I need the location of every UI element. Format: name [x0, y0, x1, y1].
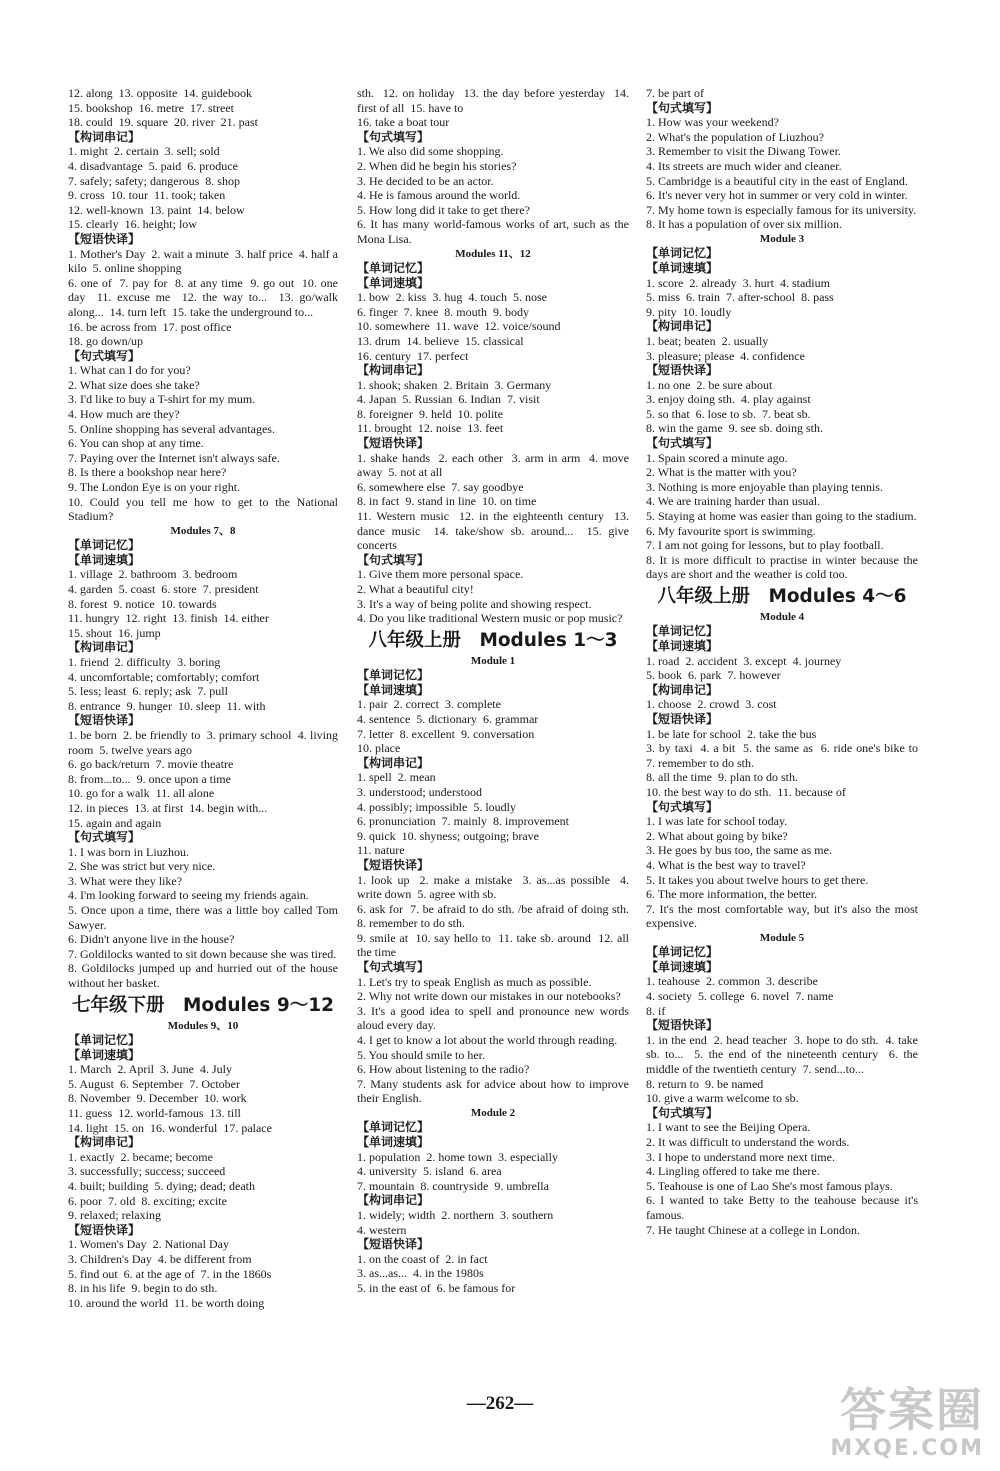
- section-heading: 【单词速填】: [357, 682, 430, 697]
- section-heading: 【单词速填】: [68, 552, 141, 567]
- module-heading: Modules 9、10: [167, 1019, 239, 1032]
- answer-line: 5. It takes you about twelve hours to get there.: [646, 872, 869, 887]
- answer-line: 1. spell 2. mean: [357, 770, 436, 785]
- answer-line: 12. well-known 13. paint 14. below: [68, 202, 245, 217]
- section-heading: 【单词速填】: [646, 959, 719, 974]
- section-heading: 【单词记忆】: [646, 246, 719, 261]
- section-heading: 【单词速填】: [357, 1135, 430, 1149]
- section-heading: 【单词速填】: [646, 260, 719, 275]
- answer-line: 8. foreigner 9. held 10. polite: [357, 406, 503, 421]
- answer-line: 7. It's the most comfortable way, but it's also the most expensive.: [646, 901, 921, 931]
- section-heading: 【构词串记】: [357, 1193, 430, 1208]
- answer-line: 1. teahouse 2. common 3. describe: [646, 974, 818, 989]
- answer-line: 12. in pieces 13. at first 14. begin with...: [68, 800, 268, 815]
- answer-line: 2. When did he begin his stories?: [357, 158, 517, 173]
- answer-line: 3. What were they like?: [68, 873, 183, 888]
- answer-line: 6. How about listening to the radio?: [357, 1062, 530, 1077]
- section-heading: 【构词串记】: [357, 755, 430, 770]
- answer-line: 6. poor 7. old 8. exciting; excite: [68, 1193, 227, 1208]
- answer-line: 9. relaxed; relaxing: [68, 1208, 161, 1223]
- answer-line: 4. possibly; impossible 5. loudly: [357, 799, 517, 814]
- answer-line: 4. garden 5. coast 6. store 7. president: [68, 582, 259, 596]
- answer-line: 10. somewhere 11. wave 12. voice/sound: [357, 319, 561, 334]
- answer-line: 5. in the east of 6. be famous for: [357, 1280, 516, 1295]
- answer-line: 7. letter 8. excellent 9. conversation: [357, 726, 535, 741]
- answer-line: 12. along 13. opposite 14. guidebook: [68, 86, 252, 100]
- answer-line: 3. enjoy doing sth. 4. play against: [646, 392, 811, 407]
- watermark-logo-text: 答案圈: [840, 1383, 984, 1437]
- answer-line: 8. if: [646, 1003, 666, 1018]
- answer-line: 7. He taught Chinese at a college in London.: [646, 1222, 860, 1237]
- answer-column-middle: [357, 86, 635, 1296]
- answer-line: 4. Its streets are much wider and cleaner.: [646, 158, 842, 173]
- answer-line: 1. friend 2. difficulty 3. boring: [68, 654, 221, 669]
- answer-line: 4. Do you like traditional Western music or pop music?: [357, 611, 623, 626]
- answer-line: 5. less; least 6. reply; ask 7. pull: [68, 684, 228, 699]
- answer-line: 1. beat; beaten 2. usually: [646, 333, 769, 348]
- section-heading: 【构词串记】: [68, 129, 141, 144]
- answer-line: 8. entrance 9. hunger 10. sleep 11. with: [68, 698, 266, 713]
- volume-heading: 七年级下册 Modules 9～12: [72, 994, 334, 1016]
- section-heading: 【句式填写】: [357, 552, 430, 567]
- answer-line: 6. The more information, the better.: [646, 887, 818, 902]
- answer-line: 1. score 2. already 3. hurt 4. stadium: [646, 275, 830, 290]
- answer-line: 8. Goldilocks jumped up and hurried out of the house without her basket.: [68, 961, 341, 991]
- answer-line: 4. We are training harder than usual.: [646, 494, 821, 509]
- module-heading: Module 3: [759, 232, 805, 245]
- answer-line: 11. guess 12. world-famous 13. till: [68, 1106, 241, 1120]
- answer-line: 7. safely; safety; dangerous 8. shop: [68, 173, 240, 188]
- answer-line: 8. forest 9. notice 10. towards: [68, 596, 217, 611]
- answer-line: 8. November 9. December 10. work: [68, 1091, 247, 1106]
- answer-line: 5. You should smile to her.: [357, 1047, 486, 1062]
- answer-line: 2. What size does she take?: [68, 377, 200, 392]
- answer-line: 1. I was born in Liuzhou.: [68, 844, 189, 859]
- answer-line: 9. cross 10. tour 11. took; taken: [68, 188, 226, 203]
- answer-line: 16. take a boat tour: [357, 115, 450, 130]
- answer-line: 16. century 17. perfect: [357, 348, 469, 363]
- module-heading: Modules 7、8: [170, 524, 236, 537]
- answer-line: 3. by taxi 4. a bit 5. the same as 6. ride one's bike to 7. remember to do sth.: [646, 741, 924, 770]
- module-heading: Module 2: [470, 1107, 516, 1119]
- section-heading: 【短语快译】: [68, 1222, 141, 1237]
- section-heading: 【单词记忆】: [357, 1120, 430, 1135]
- section-heading: 【单词速填】: [68, 1047, 141, 1062]
- answer-line: 3. as...as... 4. in the 1980s: [357, 1266, 484, 1281]
- answer-line: 10. give a warm welcome to sb.: [646, 1091, 799, 1106]
- answer-line: 3. It's a way of being polite and showing respect.: [357, 596, 592, 611]
- answer-line: 1. shake hands 2. each other 3. arm in arm 4. move away 5. not at all: [357, 450, 632, 480]
- section-heading: 【构词串记】: [646, 319, 719, 334]
- answer-line: 5. so that 6. lose to sb. 7. beat sb.: [646, 406, 811, 421]
- volume-heading: 八年级上册 Modules 4～6: [657, 586, 907, 607]
- answer-line: 1. population 2. home town 3. especially: [357, 1149, 558, 1164]
- answer-line: 7. Goldilocks wanted to sit down because she was tired.: [68, 946, 337, 961]
- answer-line: 1. widely; width 2. northern 3. southern: [357, 1207, 554, 1222]
- answer-line: 1. How was your weekend?: [646, 115, 779, 130]
- answer-line: 1. choose 2. crowd 3. cost: [646, 697, 777, 712]
- answer-line: 1. might 2. certain 3. sell; sold: [68, 144, 220, 159]
- answer-line: 1. road 2. accident 3. except 4. journey: [646, 653, 842, 668]
- answer-line: 1. bow 2. kiss 3. hug 4. touch 5. nose: [357, 290, 547, 305]
- answer-line: 10. go for a walk 11. all alone: [68, 786, 215, 801]
- answer-line: 5. Cambridge is a beautiful city in the east of England.: [646, 173, 908, 188]
- answer-line: 6. finger 7. knee 8. mouth 9. body: [357, 304, 529, 319]
- answer-line: 2. What about going by bike?: [646, 828, 788, 843]
- answer-line: 3. Nothing is more enjoyable than playing tennis.: [646, 479, 883, 494]
- answer-line: 6. My favourite sport is swimming.: [646, 523, 816, 538]
- section-heading: 【短语快译】: [646, 711, 719, 726]
- answer-line: 1. be born 2. be friendly to 3. primary school 4. living room 5. twelve years ago: [68, 727, 341, 757]
- answer-line: 2. What's the population of Liuzhou?: [646, 129, 824, 144]
- section-heading: 【单词记忆】: [68, 538, 141, 553]
- answer-line: 4. sentence 5. dictionary 6. grammar: [357, 711, 539, 726]
- section-heading: 【构词串记】: [357, 363, 430, 378]
- section-heading: 【句式填写】: [646, 100, 719, 115]
- answer-line: 7. be part of: [646, 86, 704, 100]
- section-heading: 【单词记忆】: [357, 260, 430, 275]
- answer-line: 9. pity 10. loudly: [646, 304, 732, 319]
- answer-line: 4. Lingling offered to take me there.: [646, 1164, 820, 1179]
- section-heading: 【句式填写】: [646, 436, 719, 451]
- section-heading: 【短语快译】: [357, 857, 430, 872]
- answer-line: 15. clearly 16. height; low: [68, 217, 197, 232]
- section-heading: 【句式填写】: [357, 129, 430, 144]
- answer-line: 8. from...to... 9. once upon a time: [68, 771, 231, 786]
- section-heading: 【单词记忆】: [357, 668, 430, 683]
- section-heading: 【句式填写】: [646, 1105, 719, 1120]
- answer-line: 13. drum 14. believe 15. classical: [357, 333, 524, 348]
- answer-line: 4. What is the best way to travel?: [646, 857, 806, 872]
- section-heading: 【单词记忆】: [646, 624, 719, 639]
- answer-line: 6. It's never very hot in summer or very cold in winter.: [646, 188, 908, 203]
- answer-line: 1. What can I do for you?: [68, 363, 191, 378]
- answer-line: 1. pair 2. correct 3. complete: [357, 697, 501, 712]
- section-heading: 【构词串记】: [646, 682, 719, 697]
- volume-heading: 八年级上册 Modules 1～3: [368, 629, 618, 651]
- answer-line: 10. around the world 11. be worth doing: [68, 1295, 265, 1310]
- answer-line: 9. quick 10. shyness; outgoing; brave: [357, 828, 539, 843]
- answer-line: 6. somewhere else 7. say goodbye: [357, 479, 524, 494]
- section-heading: 【句式填写】: [357, 960, 430, 975]
- answer-line: 4. Japan 5. Russian 6. Indian 7. visit: [357, 392, 540, 407]
- section-heading: 【短语快译】: [646, 363, 719, 378]
- module-heading: Modules 11、12: [455, 247, 531, 260]
- answer-line: 6. You can shop at any time.: [68, 436, 204, 451]
- answer-line: 7. mountain 8. countryside 9. umbrella: [357, 1178, 549, 1193]
- answer-line: 11. Western music 12. in the eighteenth century 13. dance music 14. take/show sb. around... 15. give concerts: [357, 509, 632, 553]
- watermark-url: MXQE.COM: [830, 1436, 984, 1461]
- answer-line: 5. Online shopping has several advantages.: [68, 421, 275, 436]
- answer-line: 5. How long did it take to get there?: [357, 202, 530, 217]
- answer-line: 6. go back/return 7. movie theatre: [68, 757, 234, 772]
- section-heading: 【句式填写】: [646, 799, 719, 814]
- answer-line: 10. the best way to do sth. 11. because of: [646, 784, 846, 799]
- answer-line: 6. Didn't anyone live in the house?: [68, 932, 235, 947]
- answer-line: 8. in fact 9. stand in line 10. on time: [357, 494, 537, 509]
- answer-line: 5. August 6. September 7. October: [68, 1076, 240, 1091]
- answer-line: 6. It has many world-famous works of art, such as the Mona Lisa.: [357, 217, 632, 246]
- answer-line: 1. March 2. April 3. June 4. July: [68, 1062, 232, 1077]
- answer-line: 5. find out 6. at the age of 7. in the 1860s: [68, 1266, 272, 1281]
- answer-line: 2. What a beautiful city!: [357, 582, 474, 596]
- answer-line: 1. Let's try to speak English as much as possible.: [357, 974, 592, 989]
- section-heading: 【单词速填】: [357, 275, 430, 290]
- answer-line: 5. Teahouse is one of Lao She's most famous plays.: [646, 1178, 893, 1193]
- answer-line: 1. be late for school 2. take the bus: [646, 726, 817, 741]
- answer-line: 1. Give them more personal space.: [357, 567, 524, 582]
- section-heading: 【句式填写】: [68, 348, 141, 363]
- answer-line: 6. ask for 7. be afraid to do sth. /be afraid of doing sth. 8. remember to do sth.: [357, 901, 635, 931]
- answer-line: 4. uncomfortable; comfortably; comfort: [68, 669, 260, 684]
- answer-line: 5. book 6. park 7. however: [646, 668, 781, 683]
- section-heading: 【短语快译】: [646, 1018, 719, 1033]
- watermark: [830, 1384, 984, 1461]
- answer-line: 1. exactly 2. became; become: [68, 1149, 213, 1164]
- answer-line: 1. look up 2. make a mistake 3. as...as possible 4. write down 5. agree with sb.: [357, 872, 632, 902]
- answer-line: 10. Could you tell me how to get to the National Stadium?: [68, 494, 341, 524]
- answer-line: 7. I am not going for lessons, but to play football.: [646, 538, 884, 553]
- answer-line: 8. It is more difficult to practise in winter because the days are short and the weather is cold too.: [646, 552, 921, 582]
- page-number: —262—: [466, 1393, 534, 1414]
- answer-line: 5. miss 6. train 7. after-school 8. pass: [646, 290, 834, 305]
- module-heading: Module 5: [759, 931, 805, 944]
- answer-line: 3. pleasure; please 4. confidence: [646, 348, 805, 363]
- answer-line: 9. smile at 10. say hello to 11. take sb. around 12. all the time: [357, 930, 632, 960]
- answer-line: 1. on the coast of 2. in fact: [357, 1251, 488, 1266]
- answer-line: 7. My home town is especially famous for its university.: [646, 202, 917, 217]
- answer-line: 4. disadvantage 5. paid 6. produce: [68, 158, 238, 173]
- section-heading: 【短语快译】: [68, 231, 141, 246]
- answer-line: 4. society 5. college 6. novel 7. name: [646, 989, 834, 1004]
- answer-line: 1. Spain scored a minute ago.: [646, 450, 788, 465]
- answer-line: 3. understood; understood: [357, 784, 482, 799]
- answer-line: 3. I hope to understand more next time.: [646, 1149, 835, 1164]
- answer-line: 8. return to 9. be named: [646, 1076, 764, 1091]
- answer-column-right: [646, 86, 924, 1237]
- answer-line: 6. pronunciation 7. mainly 8. improvement: [357, 814, 569, 829]
- section-heading: 【短语快译】: [68, 713, 141, 728]
- answer-line: 1. no one 2. be sure about: [646, 377, 773, 392]
- answer-line: 8. in his life 9. begin to do sth.: [68, 1281, 218, 1296]
- answer-line: 15. again and again: [68, 815, 162, 830]
- answer-line: 11. brought 12. noise 13. feet: [357, 421, 504, 436]
- answer-line: 4. western: [357, 1222, 407, 1237]
- answer-line: 3. Children's Day 4. be different from: [68, 1251, 252, 1266]
- section-heading: 【构词串记】: [68, 1135, 141, 1150]
- answer-line: 8. Is there a bookshop near here?: [68, 465, 227, 480]
- answer-line: 1. in the end 2. head teacher 3. hope to do sth. 4. take sb. to... 5. the end of the nineteenth century 6. the middle of the twentieth century 7. send...to...: [646, 1032, 921, 1077]
- answer-line: 18. go down/up: [68, 334, 143, 349]
- answer-line: sth. 12. on holiday 13. the day before yesterday 14. first of all 15. have to: [357, 86, 632, 115]
- answer-line: 18. could 19. square 20. river 21. past: [68, 115, 258, 130]
- answer-line: 7. Many students ask for advice about how to improve their English.: [357, 1076, 632, 1106]
- answer-line: 1. shook; shaken 2. Britain 3. Germany: [357, 377, 552, 392]
- answer-line: 15. shout 16. jump: [68, 625, 161, 640]
- answer-line: 6. I wanted to take Betty to the teahouse because it's famous.: [646, 1193, 921, 1222]
- answer-line: 6. one of 7. pay for 8. at any time 9. go out 10. one day 11. excuse me 12. the way to... 13. go/walk along... 14. turn left 15. take the underground to...: [68, 275, 341, 319]
- answer-line: 3. successfully; success; succeed: [68, 1164, 226, 1179]
- answer-line: 11. hungry 12. right 13. finish 14. either: [68, 611, 269, 626]
- section-heading: 【句式填写】: [68, 830, 141, 845]
- section-heading: 【短语快译】: [357, 1237, 430, 1252]
- answer-line: 1. I was late for school today.: [646, 814, 788, 829]
- answer-line: 3. He decided to be an actor.: [357, 173, 494, 188]
- answer-line: 3. I'd like to buy a T-shirt for my mum.: [68, 392, 256, 407]
- answer-line: 10. place: [357, 741, 401, 756]
- answer-line: 8. all the time 9. plan to do sth.: [646, 770, 798, 785]
- answer-line: 1. Women's Day 2. National Day: [68, 1237, 229, 1252]
- section-heading: 【短语快译】: [357, 436, 430, 451]
- answer-line: 4. He is famous around the world.: [357, 188, 521, 203]
- answer-line: 1. I want to see the Beijing Opera.: [646, 1120, 811, 1135]
- answer-line: 3. It's a good idea to spell and pronounce new words aloud every day.: [357, 1003, 632, 1033]
- answer-line: 4. built; building 5. dying; dead; death: [68, 1178, 255, 1193]
- answer-line: 4. university 5. island 6. area: [357, 1164, 502, 1179]
- answer-line: 2. It was difficult to understand the words.: [646, 1135, 850, 1149]
- section-heading: 【单词记忆】: [646, 945, 719, 960]
- section-heading: 【单词速填】: [646, 639, 719, 653]
- answer-line: 5. Once upon a time, there was a little boy called Tom Sawyer.: [68, 903, 341, 932]
- answer-line: 3. He goes by bus too, the same as me.: [646, 843, 832, 858]
- answer-line: 7. Paying over the Internet isn't always safe.: [68, 450, 280, 465]
- answer-line: 2. Why not write down our mistakes in our notebooks?: [357, 989, 621, 1004]
- answer-line: 4. I'm looking forward to seeing my friends again.: [68, 888, 309, 903]
- answer-column-left: [68, 86, 341, 1310]
- answer-line: 4. How much are they?: [68, 407, 180, 422]
- answer-line: 14. light 15. on 16. wonderful 17. palace: [68, 1120, 272, 1135]
- module-heading: Module 1: [470, 654, 516, 667]
- answer-line: 1. village 2. bathroom 3. bedroom: [68, 567, 238, 582]
- answer-line: 8. It has a population of over six million.: [646, 217, 842, 232]
- answer-line: 1. Mother's Day 2. wait a minute 3. half price 4. half a kilo 5. online shopping: [68, 246, 341, 276]
- answer-line: 15. bookshop 16. metre 17. street: [68, 100, 234, 115]
- section-heading: 【单词记忆】: [68, 1033, 141, 1048]
- answer-line: 4. I get to know a lot about the world through reading.: [357, 1033, 618, 1048]
- answer-line: 16. be across from 17. post office: [68, 319, 232, 334]
- answer-line: 2. What is the matter with you?: [646, 465, 797, 480]
- answer-line: 5. Staying at home was easier than going to the stadium.: [646, 509, 917, 524]
- answer-line: 8. win the game 9. see sb. doing sth.: [646, 421, 823, 436]
- answer-line: 11. nature: [357, 843, 405, 858]
- answer-line: 1. We also did some shopping.: [357, 144, 504, 159]
- answer-line: 2. She was strict but very nice.: [68, 859, 216, 874]
- module-heading: Module 4: [759, 611, 805, 623]
- answer-line: 9. The London Eye is on your right.: [68, 480, 241, 495]
- answer-line: 3. Remember to visit the Diwang Tower.: [646, 144, 841, 159]
- section-heading: 【构词串记】: [68, 640, 141, 655]
